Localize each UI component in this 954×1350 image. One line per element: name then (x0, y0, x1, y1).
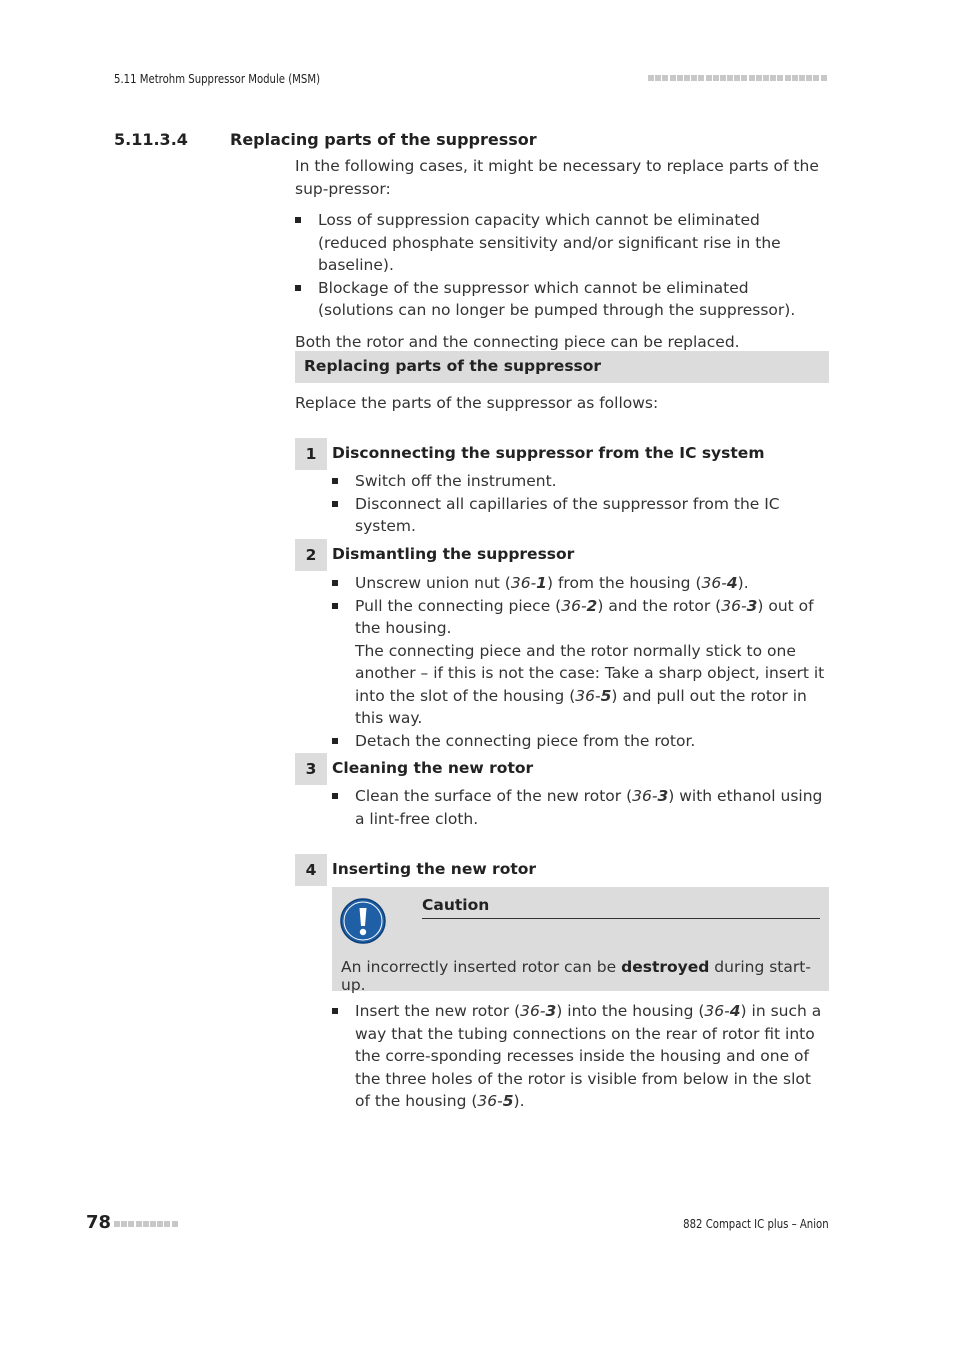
list-item: Disconnect all capillaries of the suppressor from the IC system. (332, 493, 829, 538)
procedure-banner (295, 351, 829, 383)
caution-box (332, 887, 829, 994)
section-intro: In the following cases, it might be necessary to replace parts of the sup-pressor: (295, 157, 819, 198)
list-item: Clean the surface of the new rotor (36-3) with ethanol using a lint-free cloth. (332, 785, 829, 830)
list-item: Detach the connecting piece from the rotor. (332, 730, 829, 753)
step-title: Inserting the new rotor (332, 860, 537, 878)
step-body (332, 785, 829, 830)
step-body (332, 1000, 829, 1113)
caution-divider (422, 918, 820, 919)
exclamation-circle-icon (340, 898, 386, 944)
list-item: Switch off the instrument. (332, 470, 829, 493)
footer-product: 882 Compact IC plus – Anion (683, 1216, 829, 1231)
step-title: Cleaning the new rotor (332, 759, 534, 777)
header-decoration (648, 75, 827, 81)
step-items (332, 1000, 829, 1113)
list-item: Insert the new rotor (36-3) into the housing (36-4) in such a way that the tubing connections on the rear of rotor fit into the corre-sponding recesses inside the housing and one of the three holes of the rotor is visible from below in the slot of the housing (36-5). (332, 1000, 829, 1113)
procedure-title: Replacing parts of the suppressor (304, 357, 602, 375)
procedure-intro-block (295, 392, 829, 415)
list-item: Unscrew union nut (36-1) from the housing (36-4). (332, 572, 829, 595)
step-number: 1 (295, 438, 327, 470)
step-title: Disconnecting the suppressor from the IC system (332, 444, 765, 462)
caution-title: Caution (422, 896, 490, 914)
step-number: 4 (295, 854, 327, 886)
section-number: 5.11.3.4 (114, 130, 188, 149)
step-items (332, 572, 829, 752)
list-item: Pull the connecting piece (36-2) and the rotor (36-3) out of the housing. The connecting piece and the rotor normally stick to one another – if this is not the case: Take a sharp object, insert it into the slot of the housing (36-5) and pull out the rotor in this way. (332, 595, 829, 730)
footer-decoration (114, 1221, 178, 1227)
header-chapter: 5.11 Metrohm Suppressor Module (MSM) (114, 71, 321, 86)
caution-text: An incorrectly inserted rotor can be destroyed during start-up. (341, 958, 811, 994)
step-body (332, 572, 829, 752)
page-number: 78 (86, 1212, 112, 1233)
procedure-intro: Replace the parts of the suppressor as follows: (295, 394, 659, 412)
step-items (332, 470, 829, 538)
section-title: Replacing parts of the suppressor (230, 130, 537, 149)
step-body (332, 470, 829, 538)
section-summary: Both the rotor and the connecting piece can be replaced. (295, 332, 740, 351)
list-item: Loss of suppression capacity which cannot be eliminated (reduced phosphate sensitivity and/or significant rise in the baseline). (295, 209, 829, 277)
cases-list (295, 209, 829, 322)
section-intro-block (295, 155, 829, 353)
step-number: 3 (295, 753, 327, 785)
step-number: 2 (295, 539, 327, 571)
step-items (332, 785, 829, 830)
step-title: Dismantling the suppressor (332, 545, 575, 563)
list-item: Blockage of the suppressor which cannot be eliminated (solutions can no longer be pumped through the suppressor). (295, 277, 829, 322)
